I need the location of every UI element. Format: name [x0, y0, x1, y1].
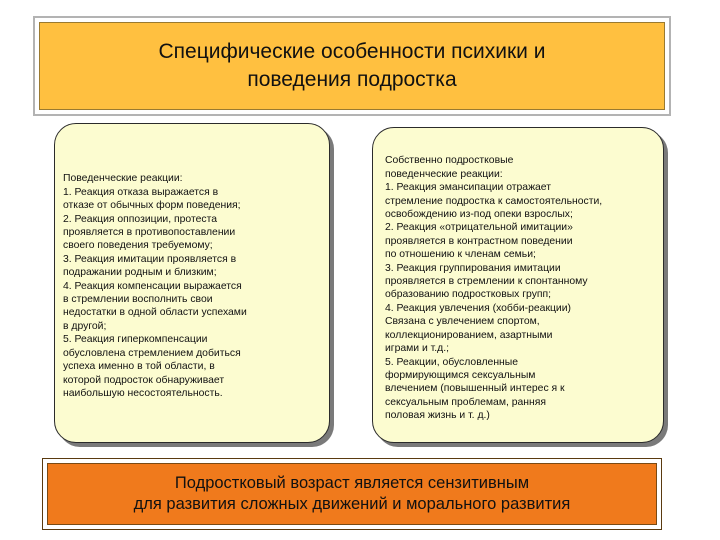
sensitive-age-text: Подростковый возраст является сензитивным для развития сложных движений и морального развития	[133, 474, 571, 513]
page-title: Специфические особенности психики и поведения подростка	[158, 40, 546, 91]
adolescent-reactions-panel	[372, 127, 664, 443]
behavioral-reactions-panel	[54, 123, 330, 443]
title-box	[33, 16, 671, 116]
behavioral-reactions-text: Поведенческие реакции: 1. Реакция отказа выражается в отказе от обычных форм поведения; 2. Реакция оппозиции, протеста проявляется в противопоставлении своего поведения требуемому; 3. Реакция имитации проявляется в подражании родным и близким; 4. Реакция компенсации выражается в стремлении восполнить свои недостатки в одной области успехами в другой; 5. Реакция гиперкомпенсации обусловлена стремлением добиться успеха именно в той области, в которой подросток обнаруживает наибольшую несостоятельность.	[63, 173, 247, 399]
sensitive-age-banner	[42, 458, 662, 530]
adolescent-reactions-text: Собственно подростковые поведенческие реакции: 1. Реакция эмансипации отражает стремление подростка к самостоятельности, освобождению из-под опеки взрослых; 2. Реакция «отрицательной имитации» проявляется в контрастном поведении по отношению к членам семьи; 3. Реакция группирования имитации проявляется в стремлении к спонтанному образованию подростковых групп; 4. Реакция увлечения (хобби-реакции) Связана с увлечением спортом, коллекционированием, азартными играми и т.д.; 5. Реакции, обусловленные формирующимся сексуальным влечением (повышенный интерес я к сексуальным проблемам, ранняя половая жизнь и т. д.)	[385, 155, 603, 422]
